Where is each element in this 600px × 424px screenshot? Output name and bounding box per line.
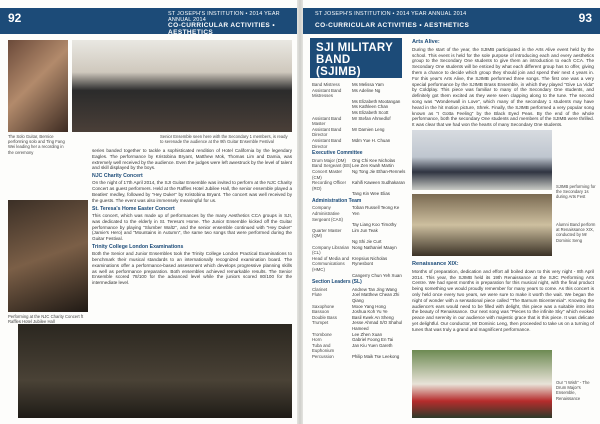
left-section-title: CO-CURRICULAR ACTIVITIES • AESTHETICS <box>168 22 276 36</box>
roster-row <box>312 191 406 197</box>
roster-name: Jan Kiu Yuen Gareth <box>352 342 393 348</box>
exec-heading: Executive Committee <box>312 150 363 157</box>
roster-role: Double Bass <box>312 314 337 320</box>
photo-guitar-ensemble-group <box>72 40 292 132</box>
trinity-heading: Trinity College London Examinations <box>92 243 184 250</box>
roster-name: Ng Tong Jie Ethan-Rennels <box>352 168 406 174</box>
roster-role: Quarter Master (QM) <box>312 227 342 239</box>
njc-concert-paragraph: On the night of 17th April 2014, the SJI Guitar Ensemble was invited to perform at the NJC Charity Concert as guest performers. Held at the Raffles Hotel Jubilee Hall, the senior ensemble played a Beatles' medley, followed by "Hey Duke!" by Kristobina Bryant. The concert was well received by the guests. The event was also immensely meaningful for us. <box>92 180 292 203</box>
roster-role: Trombone <box>312 331 332 337</box>
roster-role: Concert Master (CM) <box>312 168 343 180</box>
roster-name: Mooe Yang Hong <box>352 303 386 309</box>
roster-role: Clarinet <box>312 286 328 292</box>
roster-name: Mdm Yue H. Chuan <box>352 137 391 143</box>
roster-name: Ms Melissa Yam <box>352 82 384 87</box>
right-page-header <box>303 8 600 34</box>
roster-name: Basil Kwek An Sheng <box>352 314 394 320</box>
roster-name: Toban Russell Teong Ke Yen <box>352 205 400 217</box>
band-roster <box>312 82 406 360</box>
photo-guitar-stage-performance <box>18 324 292 418</box>
band-title: SJI MILITARY BAND (SJIMB) <box>316 42 393 78</box>
arts-alive-text <box>412 40 594 131</box>
left-article-text <box>92 148 292 289</box>
st-teresa-heading: St. Teresa's Home Easter Concert <box>92 205 175 212</box>
roster-row <box>312 245 406 256</box>
staff-list <box>312 82 406 149</box>
caption-arts-alive: SJIMB performing for the Secondary 1s during Arts Fest <box>556 184 596 200</box>
photo-guitar-soloist <box>8 40 68 132</box>
roster-row <box>312 169 406 180</box>
right-page-number: 93 <box>578 11 592 25</box>
roster-name: Ms Kathleen Chan <box>352 104 389 110</box>
roster-role: Horn <box>312 337 322 343</box>
roster-name: Lee Zen Kwah Martin <box>352 163 394 169</box>
roster-row <box>312 138 406 149</box>
roster-role: Band Mistress <box>312 82 340 87</box>
caption-guitar-ensemble: Senior Ensemble seen here with the Secondary 1 members, is ready to serenade the audience at the 9th Guitar Ensemble Festival <box>160 134 288 145</box>
leaders-list <box>312 287 406 360</box>
roster-role: Assistant Band Director <box>312 126 342 138</box>
left-page-number: 92 <box>8 11 22 25</box>
roster-role: Recording Officer (RO) <box>312 180 347 191</box>
roster-name: Jesse Ahmad S/O Shahul Hameed <box>352 320 403 331</box>
roster-name: Ng Shi Jie Curt <box>352 239 382 245</box>
roster-name: Lee Zhen Xuan <box>352 331 383 337</box>
roster-name: Tang Kin Wee Elias <box>352 191 390 197</box>
roster-role: Drum Major (DM) <box>312 157 346 163</box>
roster-role: Company Librarian (CL) <box>312 244 350 256</box>
roster-role <box>312 273 352 279</box>
roster-role: Bassoon <box>312 309 330 315</box>
caption-drum-major: Our "I Wish" - The Drum Major's Ensemble, Renaissance <box>556 380 590 401</box>
roster-row <box>312 343 406 354</box>
roster-name: Kahifi Kaween Sudhakaran <box>352 180 405 186</box>
roster-row <box>312 320 406 331</box>
renaissance-text <box>412 262 594 336</box>
right-school-line: ST JOSEPH'S INSTITUTION • 2014 YEAR ANNUAL 2014 <box>315 11 467 17</box>
renaissance-heading: Renaissance XIX: <box>412 261 459 267</box>
photo-arts-alive-band <box>412 130 552 190</box>
roster-role: Tuba and Euphonium <box>312 342 335 354</box>
roster-role: Company Administrative Sergeant (CAS) <box>312 205 343 222</box>
photo-alumni-band <box>412 194 552 256</box>
roster-name: Philip Maik Tse Leekong <box>352 353 400 359</box>
roster-row <box>312 116 406 127</box>
band-title-block <box>310 38 402 78</box>
roster-row <box>312 292 406 303</box>
roster-role: Percussion <box>312 353 334 359</box>
caption-njc-performance: Performing at the NJC Charity Concert ft Raffles Hotel Jubilee Hall <box>8 314 84 325</box>
photo-drum-major-ensemble <box>412 350 552 418</box>
njc-concert-heading: NJC Charity Concert <box>92 173 143 180</box>
roster-row <box>312 127 406 138</box>
st-teresa-paragraph: This concert, which was made up of performances by the many Aesthetics CCA groups in SJI, was dedicated to the elderly in St. Teresa's Home. The Junior Ensemble kicked off the Guitar performance by playing "Slumber Waltz", and the senior ensemble continued with "Hey Duke!" (Jamie's Hero) and "Mountains in Autumn", the same two songs that were performed during the Guitar Festival. <box>92 212 292 242</box>
admin-list <box>312 205 406 278</box>
roster-name: Cangerry Chun Yeh Xuan <box>352 272 402 278</box>
roster-name: Ong Chi Kee Nicholas <box>352 157 396 163</box>
roster-role: Flute <box>312 292 322 298</box>
roster-name: Ms Elizabeth Scott <box>352 109 389 115</box>
roster-name: Andrew Tan Jing Wang <box>352 286 397 292</box>
roster-row <box>312 88 406 99</box>
roster-name: Lim Jun Teak <box>352 227 378 233</box>
exec-list <box>312 158 406 197</box>
roster-role: Head of Media and Communications (HMC) <box>312 255 350 272</box>
left-school-line: ST JOSEPH'S INSTITUTION • 2014 YEAR ANNUAL 2014 <box>168 11 280 23</box>
right-section-title: CO-CURRICULAR ACTIVITIES • AESTHETICS <box>315 22 470 29</box>
roster-row <box>312 273 406 279</box>
roster-name: Nong Nathaniel Maayn <box>352 244 397 250</box>
roster-row <box>312 256 406 273</box>
roster-role: Trumpet <box>312 320 329 326</box>
roster-role: Band Sergeant (BS) <box>312 163 352 169</box>
roster-role: Assistant Band Master <box>312 115 342 127</box>
roster-name: Ms Adeline Ng <box>352 87 381 93</box>
roster-name: Mr Stefan Ahmedlof <box>352 115 391 121</box>
roster-role: Assistant Band Director <box>312 137 342 149</box>
roster-name: Krepsius Nicholas Rynesbont <box>352 255 388 267</box>
admin-heading: Administration Team <box>312 197 362 204</box>
roster-role: Assistant Band Mistresses <box>312 87 342 99</box>
arts-alive-paragraph: During the start of the year, the SJIMB participated in the Arts Alive event held by the school. This event is held for the sole purpose of introducing each and every aesthetics group to the Secondary One students to give them an introduction to each CCA. The Secondary One students will be enticed by what each different group has to offer, giving them a chance to decide which group they should join and spend their next 4 years in. For this year's Arts Alive, the SJIMB performed three songs. The first one was a very special performance by the SJIMB Brass Ensemble, in which they played "Give La Vida" by Coldplay. This piece was familiar to many of the Secondary One students, and definitely got them excited as they were seen clapping along to the tune. The second song was "Wonderwall in Love", which many of the secondary 1 students may have heard in the hit motion picture, Shrek. Finally, the SJIMB performed a very popular song known as "I Gotta Feeling" by the Black Eyed Peas. By the end of the whole performance, both the secondary One students and members of the SJIMB were thrilled. It was clear that we had won the hearts of many Secondary One students. <box>412 46 594 128</box>
roster-name: Joel Matthew Chean Zhi Qiang <box>352 292 400 303</box>
roster-row <box>312 228 406 239</box>
photo-njc-performance <box>8 200 88 312</box>
page-gutter <box>297 0 303 424</box>
roster-name: Gabriel Foong En Tai <box>352 337 394 343</box>
roster-name: Ms Elizabeth Mootangan <box>352 98 401 104</box>
renaissance-paragraph: Months of preparation, dedication and effort all boiled down to this very night - 8th April 2014. This year, the SJIMB held its 19th Renaissance at the SJIC Performing Arts Centre. We had spent months in preparation for this musical night, with the final product being something we would proudly remember for many years to come. As this concert is only held once every two years, we were sure to make it worth the wait. We began the night of wonder with a sensational piece called "The Barnum Bicentennial". Knowing the audience's ears would need to be filled with delight, this piece was a suitable intro into the beauty of Renaissance. Our next song was "Pieces to the infinite Sky" which evoked peace and serenity in our audience with majestic grace that is this piece. It was delicate yet delightful. Our conductor, Mr Dominic Leng, then proceeded to take us on a turning of tunes that was truly a grand and magnificent performance. <box>412 268 594 332</box>
leaders-heading: Section Leaders (SL) <box>312 279 362 286</box>
left-page-header <box>0 8 297 34</box>
roster-row <box>312 354 406 360</box>
roster-row <box>312 180 406 191</box>
roster-role <box>312 191 352 197</box>
intro-paragraph: series banded together to tackle a sophisticated rendition of Hotel California by the legendary Eagles. The performance by Kristobina Bryant, Matthew Mok, Thomas Lim and Damia, was extremely well received by the audience. Even the judges were left awestruck by the level of talent and skill displayed by the boys. <box>92 148 292 171</box>
caption-guitar-soloist: The Solo Guitar, Bernice performing solo and Ting Fang Wei leading her a recording in the ceremony <box>8 134 65 155</box>
trinity-paragraph: Both the Senior and Junior Ensembles took the Trinity College London Practical Examinations to benchmark their musical standards to an internationally recognized examination board. The examinations offer a performance-based assessment which develops progressive planning skills as well as performance preparation. Both ensembles achieved remarkable results. The Senior Ensemble scored 78/100 for the advanced level while the juniors scored 80/100 for the intermediate level. <box>92 251 292 286</box>
caption-alumni-band: Alumni Band perform at Renaissance XIX, conducted by Mr Dominic Seng <box>556 222 596 243</box>
roster-name: Tay Liang Koo Timothy <box>352 222 397 228</box>
roster-role: Saxophone <box>312 303 335 309</box>
arts-alive-heading: Arts Alive: <box>412 39 440 45</box>
roster-name: Joshua Koh Yu Ye <box>352 309 388 315</box>
roster-name: Mr Damien Leng <box>352 126 385 132</box>
roster-row <box>312 205 406 222</box>
